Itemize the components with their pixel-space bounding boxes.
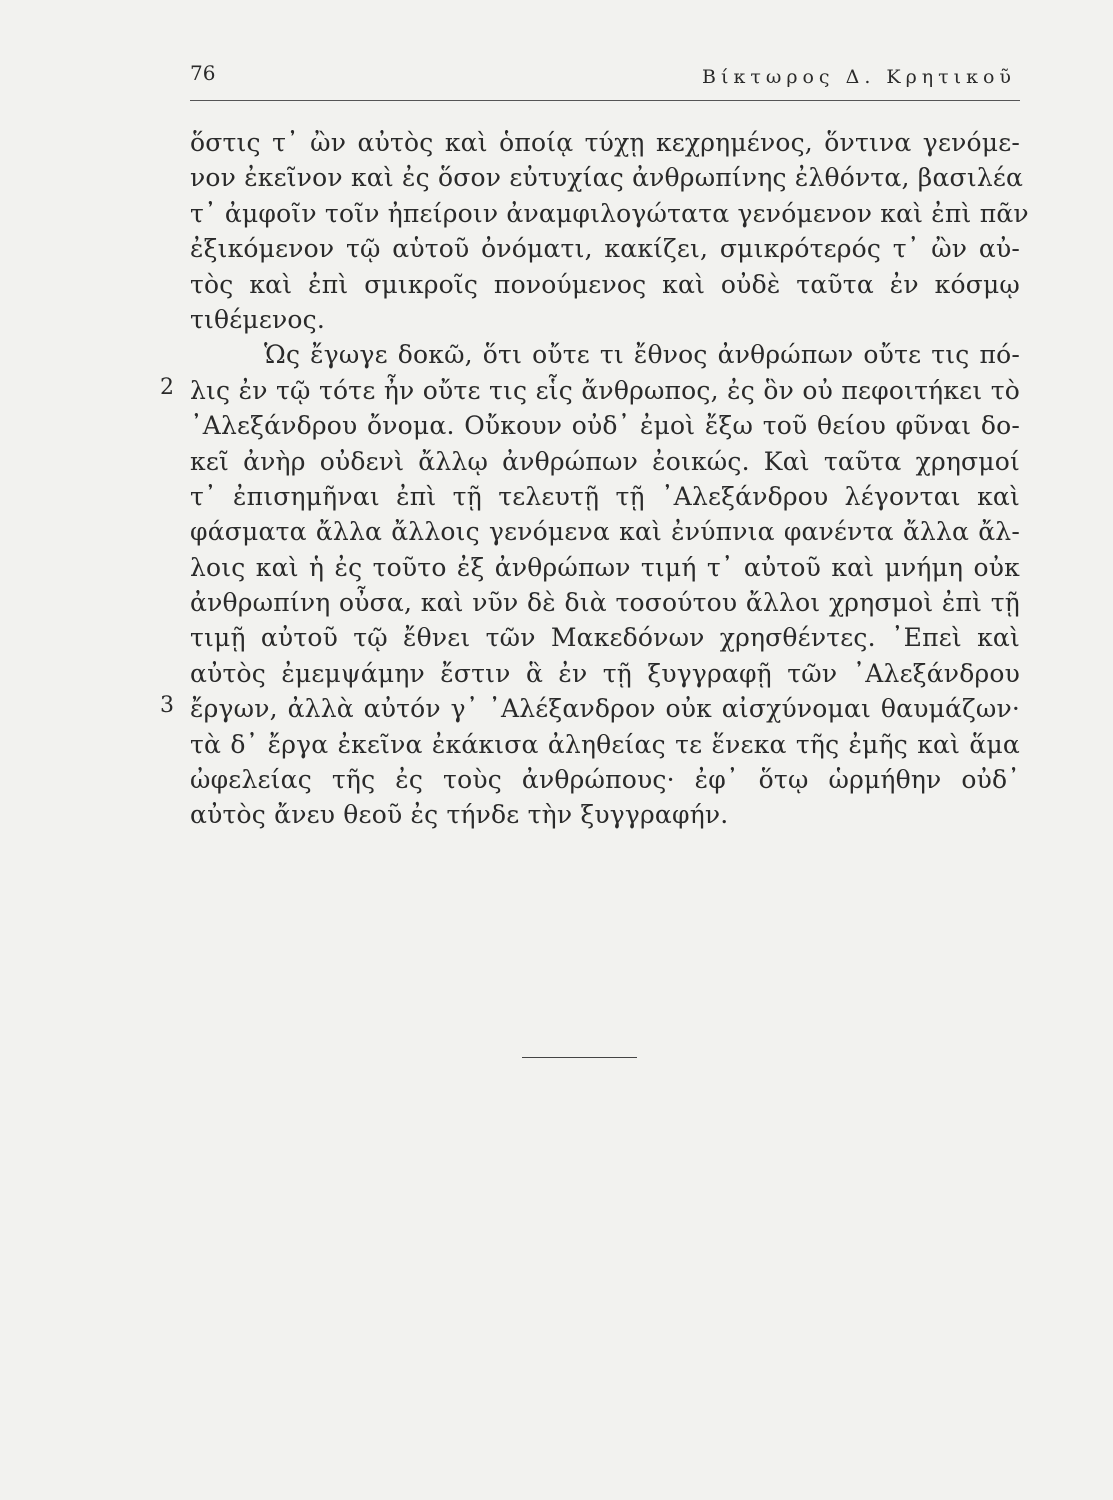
text-line: αὐτὸς ἄνευ θεοῦ ἐς τήνδε τὴν ξυγγραφήν. [190,800,729,830]
text-line: λοις καὶ ἡ ἐς τοῦτο ἐξ ἀνθρώπων τιμή τ᾽ αὐτοῦ καὶ μνήμη οὐκ [190,552,1020,582]
text-line: φάσματα ἄλλα ἄλλοις γενόμενα καὶ ἐνύπνια φανέντα ἄλλα ἄλ- [190,517,1020,547]
text-line: αὐτὸς ἐμεμψάμην ἔστιν ἃ ἐν τῇ ξυγγραφῇ τῶν ᾽Αλεξάνδρου [190,658,1020,688]
text-line: τιθέμενος. [190,304,326,334]
section-number-3: 3 [160,693,174,718]
text-line: τ᾽ ἀμφοῖν τοῖν ἠπείροιν ἀναμφιλογώτατα γενόμενον καὶ ἐπὶ πᾶν [190,198,1029,228]
text-line: Ὡς ἔγωγε δοκῶ, ὅτι οὔτε τι ἔθνος ἀνθρώπων οὔτε τις πό- [264,340,1020,370]
text-line: ᾽Αλεξάνδρου ὄνομα. Οὔκουν οὐδ᾽ ἐμοὶ ἔξω τοῦ θείου φῦναι δο- [190,411,1020,441]
text-line: κεῖ ἀνὴρ οὐδενὶ ἄλλῳ ἀνθρώπων ἐοικώς. Καὶ ταῦτα χρησμοί [190,446,1020,476]
section-number-2: 2 [160,375,174,400]
page-header [190,60,1020,101]
text-line: νον ἐκεῖνον καὶ ἐς ὅσον εὐτυχίας ἀνθρωπίνης ἐλθόντα, βασιλέα [190,163,1024,193]
text-line: ἔργων, ἀλλὰ αὐτόν γ᾽ ᾽Αλέξανδρον οὐκ αἰσχύνομαι θαυμάζων· [190,694,1020,724]
text-line: ὅστις τ᾽ ὢν αὐτὸς καὶ ὁποίᾳ τύχῃ κεχρημένος, ὅντινα γενόμε- [190,128,1020,157]
page-number: 76 [190,61,216,85]
text-line: ἀνθρωπίνη οὖσα, καὶ νῦν δὲ διὰ τοσούτου ἄλλοι χρησμοὶ ἐπὶ τῇ [190,588,1020,618]
text-line: τιμῇ αὐτοῦ τῷ ἔθνει τῶν Μακεδόνων χρησθέντες. ᾽Επεὶ καὶ [190,623,1020,653]
text-line: λις ἐν τῷ τότε ἦν οὔτε τις εἷς ἄνθρωπος, ἐς ὃν οὐ πεφοιτήκει τὸ [190,375,1020,405]
text-line: τὰ δ᾽ ἔργα ἐκεῖνα ἐκάκισα ἀληθείας τε ἕνεκα τῆς ἐμῆς καὶ ἅμα [190,729,1020,759]
text-line: τὸς καὶ ἐπὶ σμικροῖς πονούμενος καὶ οὐδὲ ταῦτα ἐν κόσμῳ [190,269,1020,299]
body-text [190,125,1029,833]
running-head: Βίκτωρος Δ. Κρητικοῦ [702,66,1016,88]
text-line: τ᾽ ἐπισημῆναι ἐπὶ τῇ τελευτῇ τῇ ᾽Αλεξάνδρου λέγονται καὶ [190,481,1020,511]
text-line: ὠφελείας τῆς ἐς τοὺς ἀνθρώπους· ἐφ᾽ ὅτῳ ὡρμήθην οὐδ᾽ [190,765,1020,795]
text-line: ἐξικόμενον τῷ αὑτοῦ ὀνόματι, κακίζει, σμικρότερός τ᾽ ὢν αὐ- [190,234,1020,264]
separator-rule [522,1057,637,1058]
